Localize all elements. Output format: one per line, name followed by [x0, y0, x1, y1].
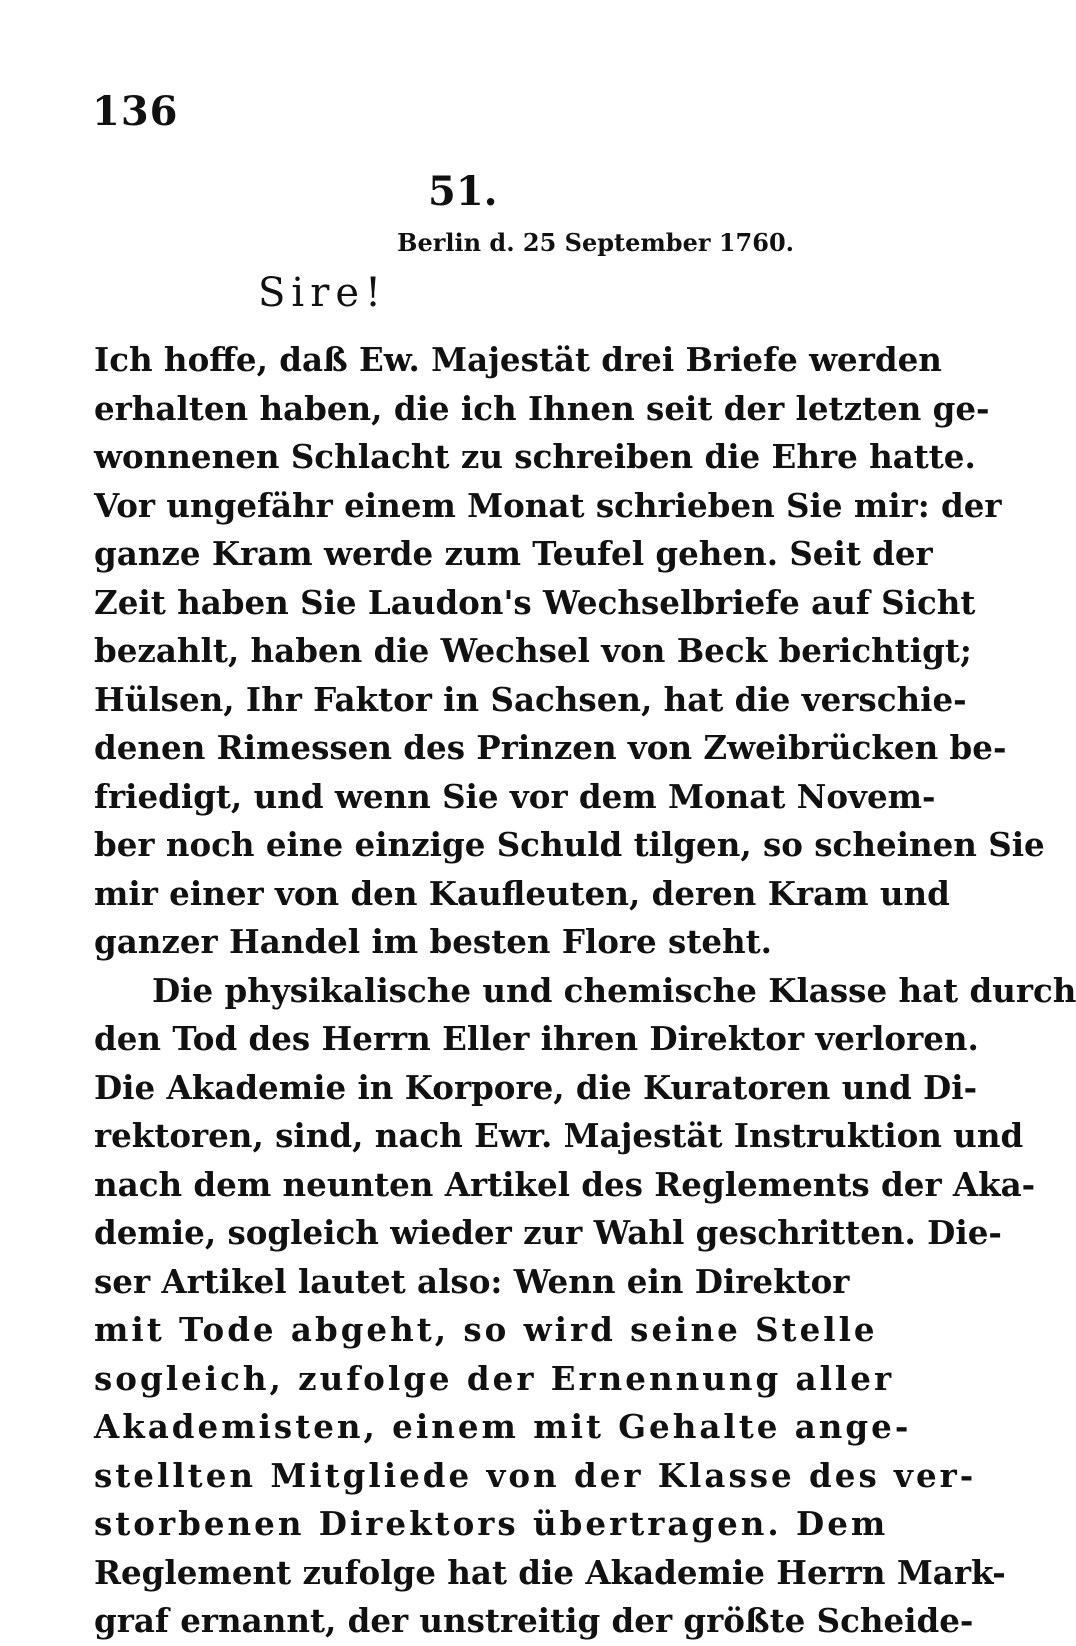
- letter-number: 51.: [428, 168, 498, 215]
- text-line: friedigt, und wenn Sie vor dem Monat Novem-: [94, 776, 936, 816]
- text-line: erhalten haben, die ich Ihnen seit der letzten ge-: [94, 388, 990, 428]
- text-line: ganze Kram werde zum Teufel gehen. Seit der: [94, 534, 933, 573]
- dateline: Berlin d. 25 September 1760.: [397, 228, 794, 257]
- text-line: Zeit haben Sie Laudon's Wechselbriefe auf Sicht: [94, 582, 976, 622]
- text-line: ber noch eine einzige Schuld tilgen, so scheinen Sie: [94, 825, 1045, 864]
- text-line: Akademisten, einem mit Gehalte ange-: [94, 1407, 912, 1446]
- text-line: Die physikalische und chemische Klasse hat durch: [152, 970, 1076, 1010]
- text-line: stellten Mitgliede von der Klasse des ver-: [94, 1455, 977, 1495]
- page-number: 136: [92, 88, 179, 135]
- text-line: demie, sogleich wieder zur Wahl geschritten. Die-: [94, 1213, 1002, 1252]
- text-line: ser Artikel lautet also: Wenn ein Direktor: [94, 1261, 850, 1301]
- letter-body: [94, 336, 1076, 1646]
- text-line: sogleich, zufolge der Ernennung aller: [94, 1358, 895, 1398]
- text-line: Reglement zufolge hat die Akademie Herrn Mark-: [94, 1552, 1006, 1592]
- text-line: Hülsen, Ihr Faktor in Sachsen, hat die verschie-: [94, 679, 967, 719]
- text-line: mit Tode abgeht, so wird seine Stelle: [94, 1310, 878, 1349]
- text-line: Die Akademie in Korpore, die Kuratoren und Di-: [94, 1067, 978, 1107]
- text-line: storbenen Direktors übertragen. Dem: [94, 1504, 889, 1543]
- text-line: ganzer Handel im besten Flore steht.: [94, 922, 772, 961]
- text-line: graf ernannt, der unstreitig der größte Scheide-: [94, 1601, 974, 1640]
- text-line: rektoren, sind, nach Ewr. Majestät Instruktion und: [94, 1116, 1024, 1155]
- text-line: denen Rimessen des Prinzen von Zweibrücken be-: [94, 728, 1007, 767]
- text-line: wonnenen Schlacht zu schreiben die Ehre hatte.: [94, 437, 976, 476]
- salutation: Sire!: [258, 270, 388, 316]
- text-line: Vor ungefähr einem Monat schrieben Sie mir: der: [94, 485, 1002, 525]
- text-line: nach dem neunten Artikel des Reglements der Aka-: [94, 1164, 1036, 1204]
- text-line: mir einer von den Kaufleuten, deren Kram und: [94, 873, 950, 913]
- text-line: den Tod des Herrn Eller ihren Direktor verloren.: [94, 1019, 979, 1058]
- text-line: Ich hoffe, daß Ew. Majestät drei Briefe werden: [94, 340, 942, 379]
- text-line: bezahlt, haben die Wechsel von Beck berichtigt;: [94, 631, 972, 670]
